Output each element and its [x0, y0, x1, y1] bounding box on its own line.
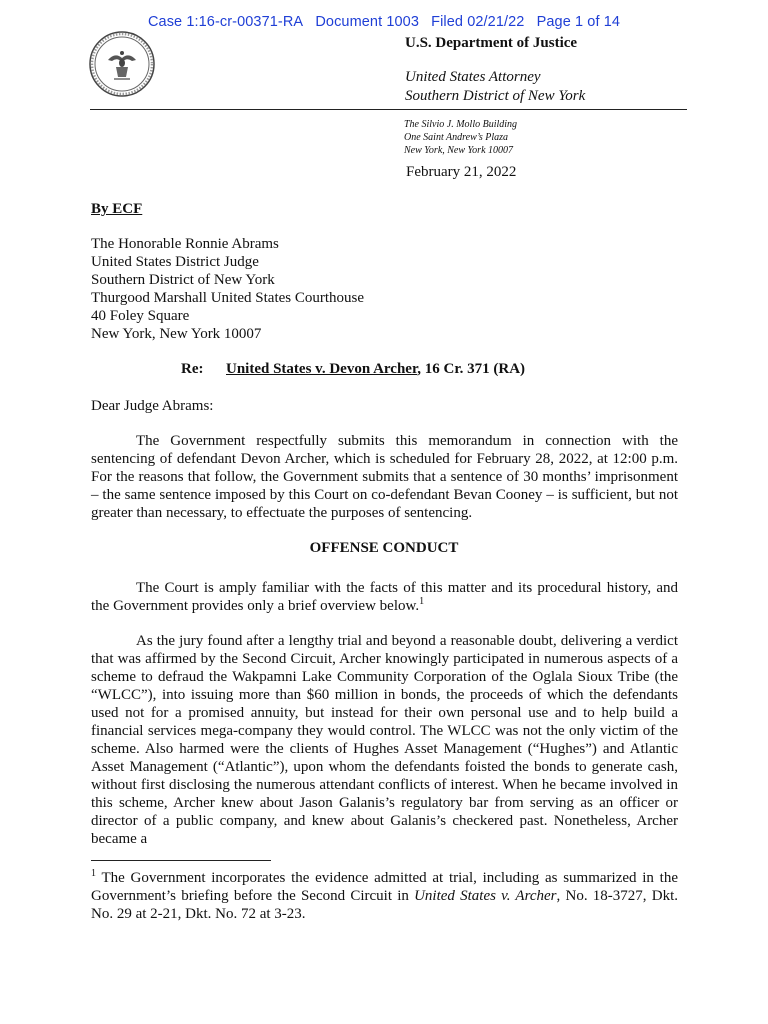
addressee-line: 40 Foley Square	[91, 308, 190, 324]
overview-paragraph	[91, 579, 678, 615]
letterhead-divider	[90, 109, 687, 110]
footnote-case-citation: United States v. Archer	[414, 888, 557, 904]
doj-seal-icon	[88, 30, 156, 98]
addressee-line: The Honorable Ronnie Abrams	[91, 236, 279, 252]
section-heading: OFFENSE CONDUCT	[309, 540, 459, 556]
case-name: United States v. Devon Archer	[226, 361, 418, 377]
document-number: Document 1003	[315, 14, 419, 30]
addressee-block	[91, 235, 364, 343]
conduct-paragraph: As the jury found after a lengthy trial and beyond a reasonable doubt, delivering a verdict that was affirmed by the Second Circuit, Archer knowingly participated in numerous aspects of a scheme to defraud the Wakpamni Lake Community Corporation of the Oglala Sioux Tribe (the “WLCC”), into issuing more than $60 million in bonds, the proceeds of which the defendants used not for a promised annuity, but instead for their own personal use and to help build a financial services mega-company they would control. The WLCC was not the only victim of the scheme. Also harmed were the clients of Hughes Asset Management (“Hughes”) and Atlantic Asset Management (“Atlantic”), upon whom the defendants foisted the bonds to generate cash, without first disclosing the numerous attendant conflicts of interest. When he became involved in this scheme, Archer knew about Jason Galanis’s regulatory bar from serving as an officer or director of a public company, and knew about Galanis’s checkered past. Nonetheless, Archer became a	[91, 633, 678, 847]
overview-text: The Court is amply familiar with the facts of this matter and its procedural history, and the Government provides only a brief overview below.	[91, 580, 678, 614]
footnote-divider	[91, 860, 271, 861]
footnote-reference: 1	[419, 596, 425, 607]
footnote-mark: 1	[91, 868, 96, 879]
re-label: Re:	[181, 361, 204, 377]
case-number: Case 1:16-cr-00371-RA	[147, 14, 304, 30]
office-line-2: Southern District of New York	[405, 88, 586, 104]
footnote-docket: , No. 18-3727, Dkt. No. 29 at 2-21, Dkt. No. 72 at 3-23.	[91, 888, 678, 922]
salutation: Dear Judge Abrams:	[91, 398, 214, 414]
addressee-line: Thurgood Marshall United States Courthouse	[91, 290, 365, 306]
address-line: New York, New York 10007	[404, 145, 514, 156]
addressee-line: United States District Judge	[91, 254, 259, 270]
delivery-method: By ECF	[91, 201, 143, 217]
filed-date: Filed 02/21/22	[431, 14, 525, 30]
address-line: One Saint Andrew’s Plaza	[404, 132, 508, 143]
addressee-line: Southern District of New York	[91, 272, 275, 288]
office-address	[404, 118, 517, 157]
department-name: U.S. Department of Justice	[405, 35, 578, 51]
address-line: The Silvio J. Mollo Building	[404, 119, 518, 130]
letter-date: February 21, 2022	[406, 164, 517, 180]
addressee-line: New York, New York 10007	[91, 326, 262, 342]
page-indicator: Page 1 of 14	[536, 14, 621, 30]
ecf-filing-header	[0, 14, 768, 30]
office-line-1: United States Attorney	[405, 69, 541, 85]
footnote	[91, 869, 678, 923]
re-line	[181, 361, 525, 378]
footnote-text: The Government incorporates the evidence admitted at trial, including as summarized in the Government’s briefing before the Second Circuit in	[91, 870, 678, 904]
letterhead	[405, 35, 585, 106]
intro-paragraph: The Government respectfully submits this memorandum in connection with the sentencing of defendant Devon Archer, which is scheduled for February 28, 2022, at 12:00 p.m. For the reasons that follow, the Government submits that a sentence of 30 months’ imprisonment – the same sentence imposed by this Court on co-defendant Bevan Cooney – is sufficient, but not greater than necessary, to effectuate the purposes of sentencing.	[91, 433, 678, 521]
docket-number: , 16 Cr. 371 (RA)	[417, 361, 526, 377]
